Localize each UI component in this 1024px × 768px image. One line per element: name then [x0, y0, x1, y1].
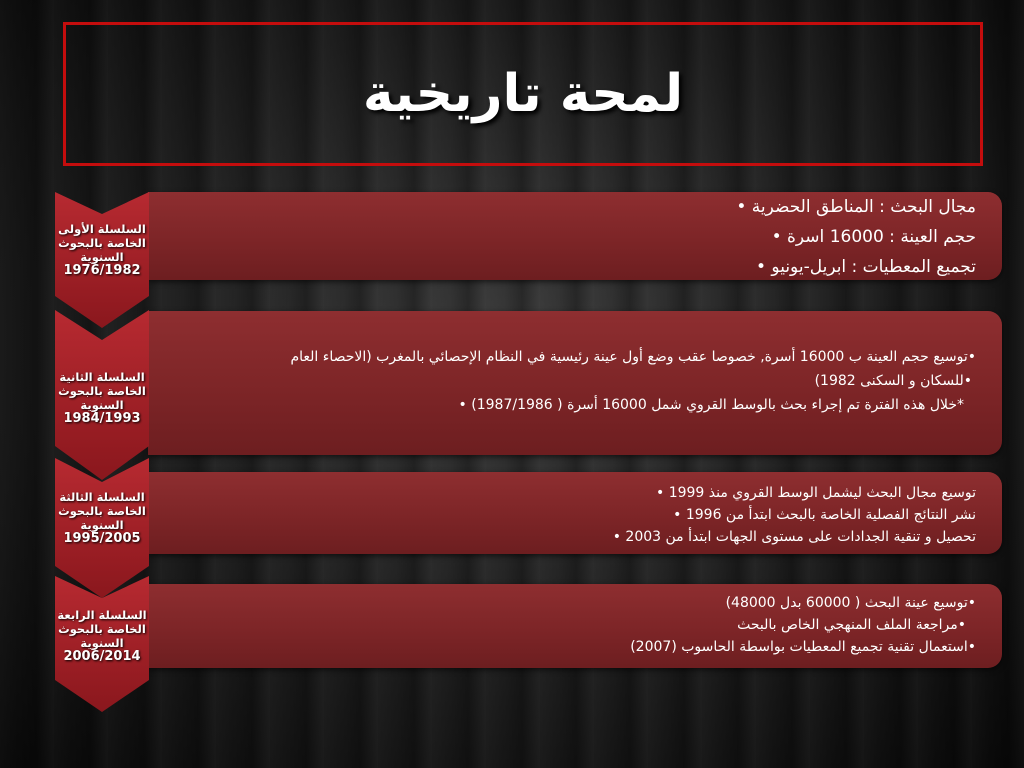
series-2-years: 1984/1993 — [63, 411, 141, 426]
series-3-label-line: السنوية — [80, 518, 124, 532]
series-1-years: 1976/1982 — [63, 263, 141, 278]
series-2-item: •توسيع حجم العينة ب 16000 أسرة, خصوصا عقب وضع أول عينة رئيسية في النظام الإحصائي بالمغرب (الاحصاء العام — [290, 349, 976, 365]
series-1-panel — [148, 192, 1002, 280]
series-2-item: •للسكان و السكنى 1982) — [814, 373, 972, 389]
series-1-item: تجميع المعطيات : ابريل-يونيو • — [755, 257, 976, 277]
series-4-item: •استعمال تقنية تجميع المعطيات بواسطة الحاسوب (2007) — [630, 639, 976, 655]
slide-title: لمحة تاريخية — [362, 64, 684, 124]
series-1-item: حجم العينة : 16000 اسرة • — [771, 227, 976, 247]
series-4-label-line: السنوية — [80, 636, 124, 650]
series-2-label-line: السلسلة الثانية — [59, 370, 145, 384]
series-4-chevron — [55, 576, 149, 712]
series-3-item: توسيع مجال البحث ليشمل الوسط القروي منذ 1999 • — [655, 485, 976, 501]
series-4-item: •مراجعة الملف المنهجي الخاص بالبحث — [737, 617, 966, 633]
series-4-panel — [148, 584, 1002, 668]
series-3-label-line: الخاصة بالبحوث — [58, 504, 146, 518]
series-1-chevron — [55, 192, 149, 328]
series-2-panel — [148, 311, 1002, 455]
series-3-panel — [148, 472, 1002, 554]
title-frame — [63, 22, 983, 166]
series-4-years: 2006/2014 — [63, 649, 141, 664]
series-1-item: مجال البحث : المناطق الحضرية • — [736, 197, 976, 217]
series-2-label-line: الخاصة بالبحوث — [58, 384, 146, 398]
series-4-label-line: الخاصة بالبحوث — [58, 622, 146, 636]
series-2-label-line: السنوية — [80, 398, 124, 412]
series-2-chevron — [55, 310, 149, 480]
series-3-item: تحصيل و تنقية الجدادات على مستوى الجهات ابتدأ من 2003 • — [612, 529, 976, 545]
series-3-item: نشر النتائج الفصلية الخاصة بالبحث ابتدأ من 1996 • — [673, 507, 976, 523]
series-1-label-line: السلسلة الأولى — [58, 222, 146, 236]
series-2-item: *خلال هذه الفترة تم إجراء بحث بالوسط القروي شمل 16000 أسرة ( 1987/1986) • — [458, 397, 964, 413]
series-4-label-line: السلسلة الرابعة — [57, 608, 147, 622]
series-4-item: •توسيع عينة البحث ( 60000 بدل 48000) — [725, 595, 976, 611]
series-3-label-line: السلسلة الثالثة — [59, 490, 145, 504]
series-3-years: 1995/2005 — [63, 531, 141, 546]
series-1-label-line: الخاصة بالبحوث — [58, 236, 146, 250]
series-1-label-line: السنوية — [80, 250, 124, 264]
